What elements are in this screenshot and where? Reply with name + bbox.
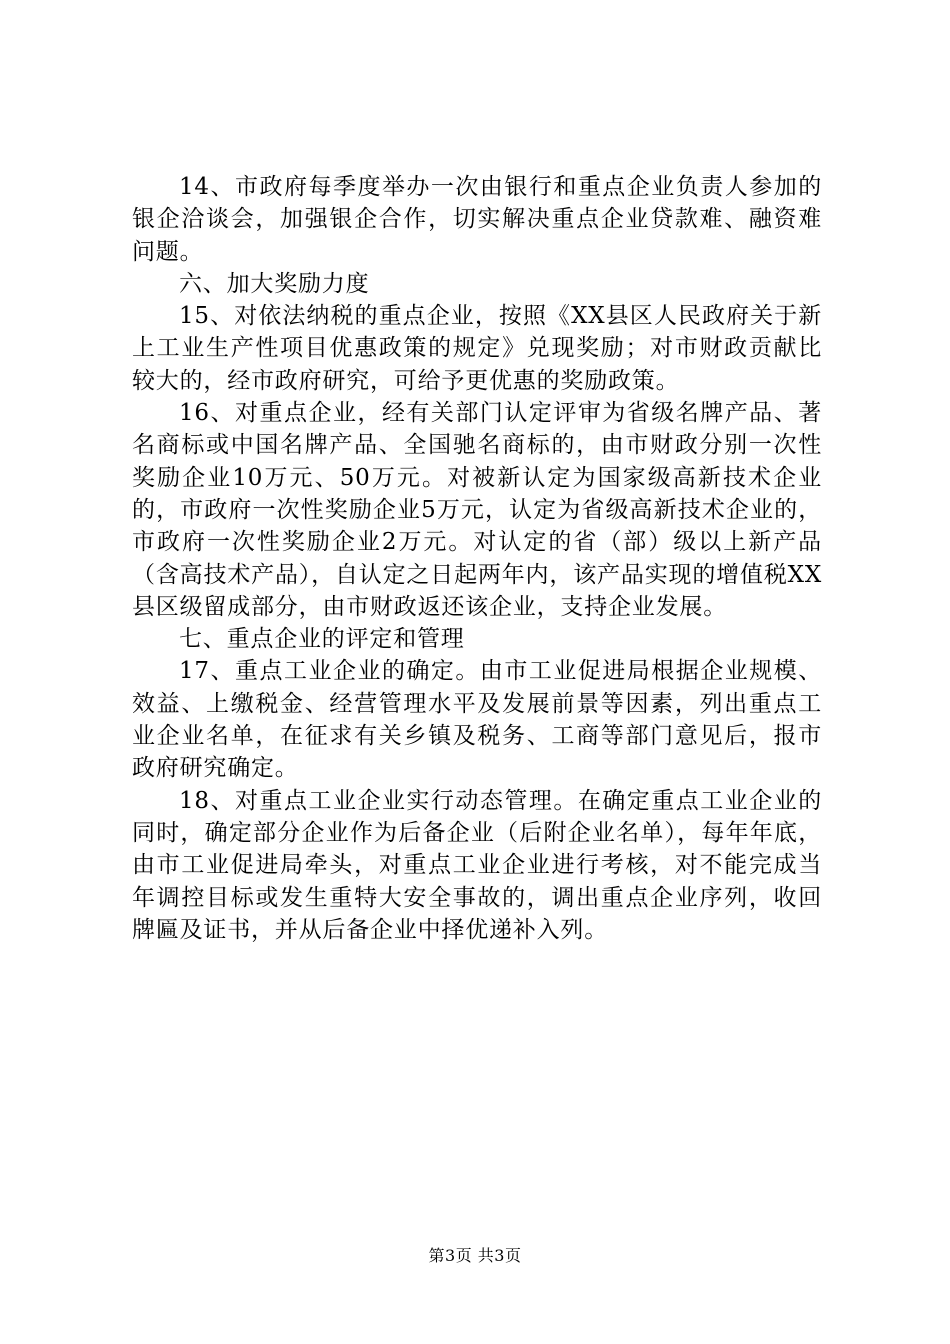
- paragraph-16: 16、对重点企业，经有关部门认定评审为省级名牌产品、著名商标或中国名牌产品、全国驰名商标的，由市财政分别一次性奖励企业10万元、50万元。对被新认定为国家级高新技术企业的，市政府一次性奖励企业5万元，认定为省级高新技术企业的，市政府一次性奖励企业2万元。对认定的省（部）级以上新产品（含高技术产品），自认定之日起两年内，该产品实现的增值税XX县区级留成部分，由市财政返还该企业，支持企业发展。: [132, 400, 822, 620]
- paragraph-15: 15、对依法纳税的重点企业，按照《XX县区人民政府关于新上工业生产性项目优惠政策的规定》兑现奖励；对市财政贡献比较大的，经市政府研究，可给予更优惠的奖励政策。: [132, 303, 822, 394]
- paragraph-17: 17、重点工业企业的确定。由市工业促进局根据企业规模、效益、上缴税金、经营管理水平及发展前景等因素，列出重点工业企业名单，在征求有关乡镇及税务、工商等部门意见后，报市政府研究确定。: [132, 658, 822, 782]
- paragraph-14: 14、市政府每季度举办一次由银行和重点企业负责人参加的银企洽谈会，加强银企合作，切实解决重点企业贷款难、融资难问题。: [132, 174, 822, 265]
- section-heading-7: 七、重点企业的评定和管理: [179, 626, 465, 653]
- paragraph-18: 18、对重点工业企业实行动态管理。在确定重点工业企业的同时，确定部分企业作为后备企业（后附企业名单），每年年底，由市工业促进局牵头，对重点工业企业进行考核，对不能完成当年调控目标或发生重特大安全事故的，调出重点企业序列，收回牌匾及证书，并从后备企业中择优递补入列。: [132, 787, 822, 943]
- document-body: [132, 171, 822, 946]
- page-footer: 第3页 共3页: [428, 1246, 522, 1265]
- section-heading-6: 六、加大奖励力度: [179, 270, 370, 297]
